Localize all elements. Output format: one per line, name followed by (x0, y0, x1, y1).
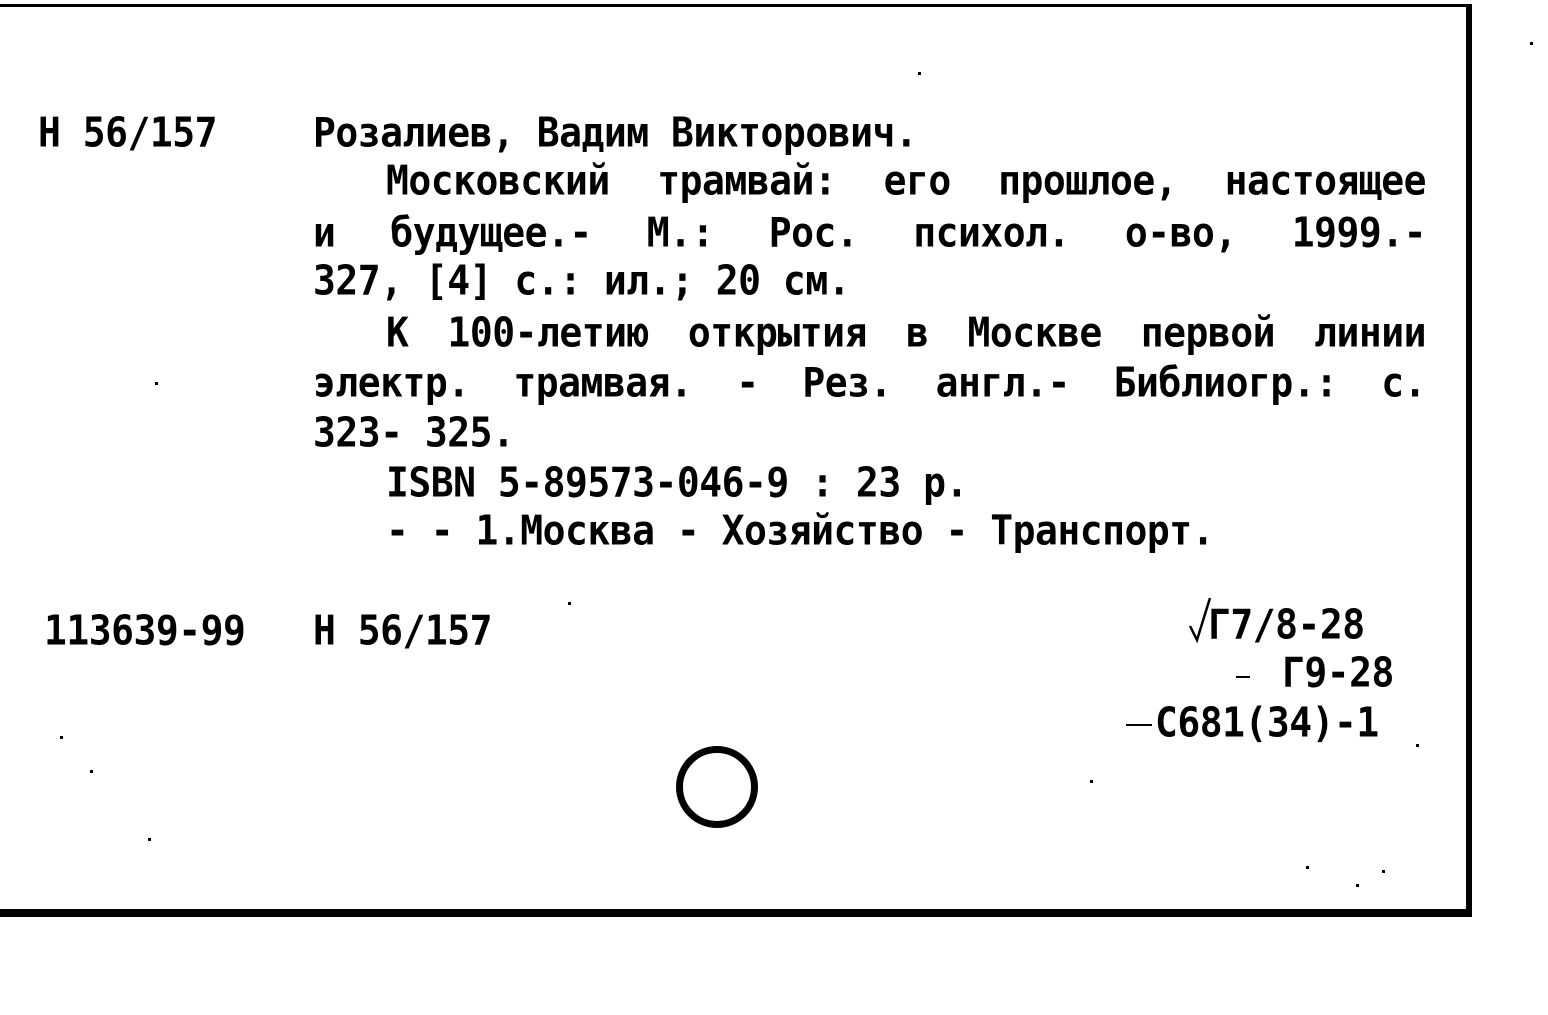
title-line-3: 327, [4] с.: ил.; 20 см. (313, 256, 851, 305)
speck (1090, 780, 1093, 783)
speck (568, 602, 571, 605)
speck (155, 382, 158, 385)
note-line-2: электр. трамвая. - Рез. англ.- Библиогр.: с. (313, 358, 1426, 407)
punch-hole (676, 746, 758, 828)
call-number: Н 56/157 (38, 108, 218, 157)
speck (1530, 42, 1533, 45)
speck (90, 770, 93, 773)
dash-mark (1236, 676, 1250, 678)
speck (148, 838, 151, 841)
call-number-bottom: Н 56/157 (313, 606, 493, 655)
title-line-1: Московский трамвай: его прошлое, настоящее (386, 156, 1426, 205)
title-line-2: и будущее.- М.: Рос. психол. о-во, 1999.- (313, 208, 1426, 257)
author-heading: Розалиев, Вадим Викторович. (313, 108, 918, 157)
dash-mark-2 (1126, 724, 1152, 726)
note-line-3: 323- 325. (313, 408, 515, 457)
note-line-1: К 100-летию открытия в Москве первой линии (386, 308, 1426, 357)
speck (918, 72, 921, 75)
speck (1416, 744, 1419, 747)
inventory-number: 113639-99 (44, 606, 246, 655)
isbn-line: ISBN 5-89573-046-9 : 23 р. (386, 458, 968, 507)
classification-1: Г7/8-28 (1208, 600, 1365, 649)
classification-3: С681(34)-1 (1155, 698, 1379, 747)
classification-2: Г9-28 (1282, 648, 1394, 697)
subject-line: - - 1.Москва - Хозяйство - Транспорт. (386, 506, 1214, 555)
speck (1382, 870, 1385, 873)
speck (1356, 884, 1359, 887)
speck (1306, 866, 1309, 869)
speck (60, 736, 63, 739)
